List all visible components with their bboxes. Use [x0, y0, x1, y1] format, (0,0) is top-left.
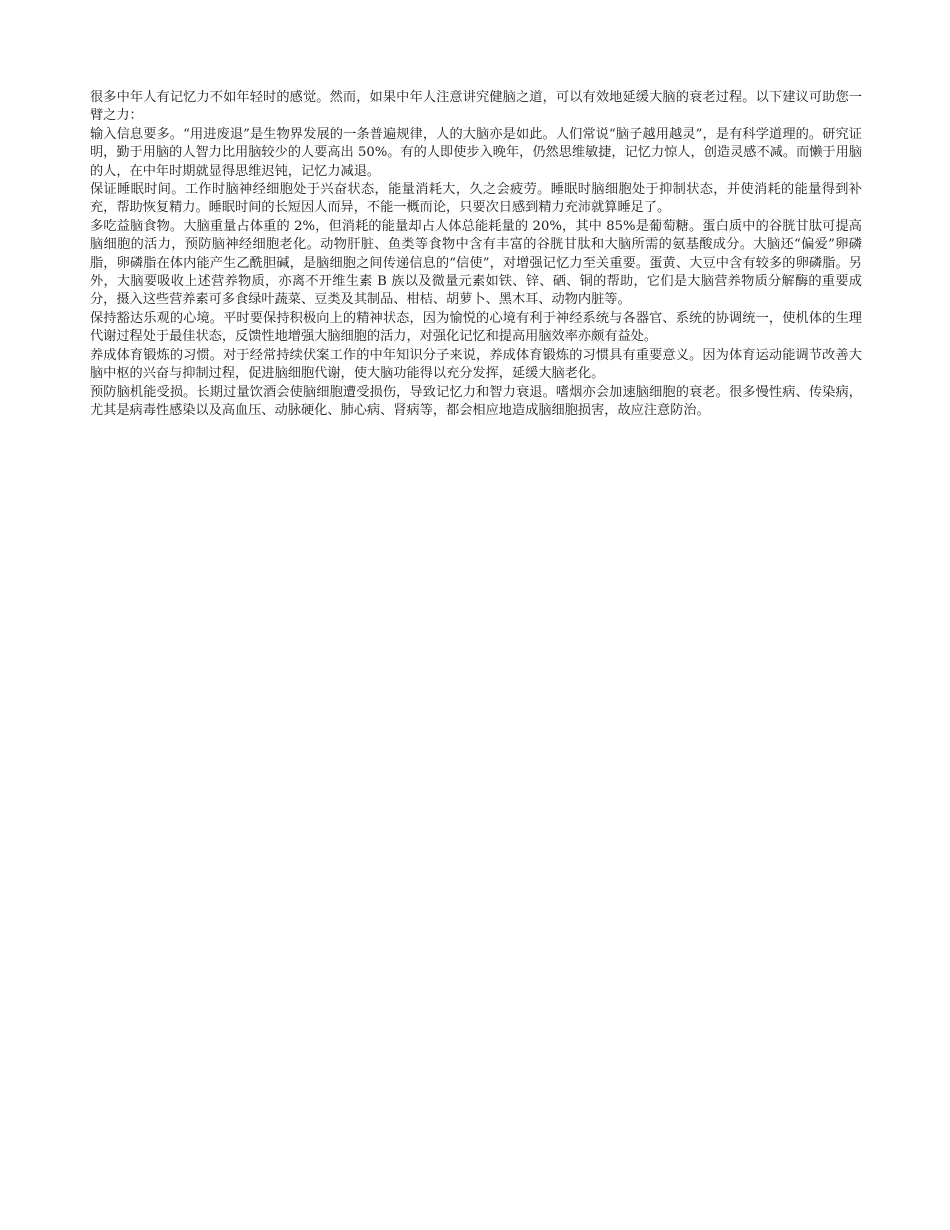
paragraph-optimism: 保持豁达乐观的心境。平时要保持积极向上的精神状态，因为愉悦的心境有利于神经系统与各器官、系统的协调统一，使机体的生理代谢过程处于最佳状态，反馈性地增强大脑细胞的活力，对强化记忆和提高用脑效率亦颇有益处。	[90, 310, 862, 345]
paragraph-prevention: 预防脑机能受损。长期过量饮酒会使脑细胞遭受损伤，导致记忆力和智力衰退。嗜烟亦会加速脑细胞的衰老。很多慢性病、传染病，尤其是病毒性感染以及高血压、动脉硬化、肺心病、肾病等，都会相应地造成脑细胞损害，故应注意防治。	[90, 384, 862, 418]
paragraph-intro: 很多中年人有记忆力不如年轻时的感觉。然而，如果中年人注意讲究健脑之道，可以有效地延缓大脑的衰老过程。以下建议可助您一臂之力：	[90, 90, 862, 124]
document-body	[90, 89, 862, 420]
paragraph-sleep: 保证睡眠时间。工作时脑神经细胞处于兴奋状态，能量消耗大，久之会疲劳。睡眠时脑细胞处于抑制状态，并使消耗的能量得到补充，帮助恢复精力。睡眠时间的长短因人而异，不能一概而论，只要次日感到精力充沛就算睡足了。	[90, 182, 862, 216]
paragraph-brain-food: 多吃益脑食物。大脑重量占体重的 2%，但消耗的能量却占人体总能耗量的 20%，其中 85%是葡萄糖。蛋白质中的谷胱甘肽可提高脑细胞的活力，预防脑神经细胞老化。动物肝脏、鱼类等食物中含有丰富的谷胱甘肽和大脑所需的氨基酸成分。大脑还“偏爱”卵磷脂，卵磷脂在体内能产生乙酰胆碱，是脑细胞之间传递信息的“信使”，对增强记忆力至关重要。蛋黄、大豆中含有较多的卵磷脂。另外，大脑要吸收上述营养物质，亦离不开维生素 B 族以及微量元素如铁、锌、硒、铜的帮助，它们是大脑营养物质分解酶的重要成分，摄入这些营养素可多食绿叶蔬菜、豆类及其制品、柑桔、胡萝卜、黑木耳、动物内脏等。	[90, 218, 862, 308]
paragraph-exercise: 养成体育锻炼的习惯。对于经常持续伏案工作的中年知识分子来说，养成体育锻炼的习惯具有重要意义。因为体育运动能调节改善大脑中枢的兴奋与抑制过程，促进脑细胞代谢，使大脑功能得以充分发挥，延缓大脑老化。	[90, 347, 862, 382]
paragraph-input-information: 输入信息要多。“用进废退”是生物界发展的一条普遍规律，人的大脑亦是如此。人们常说“脑子越用越灵”，是有科学道理的。研究证明，勤于用脑的人智力比用脑较少的人要高出 50%。有的人即使步入晚年，仍然思维敏捷，记忆力惊人，创造灵感不减。而懒于用脑的人，在中年时期就显得思维迟钝，记忆力减退。	[90, 126, 862, 179]
